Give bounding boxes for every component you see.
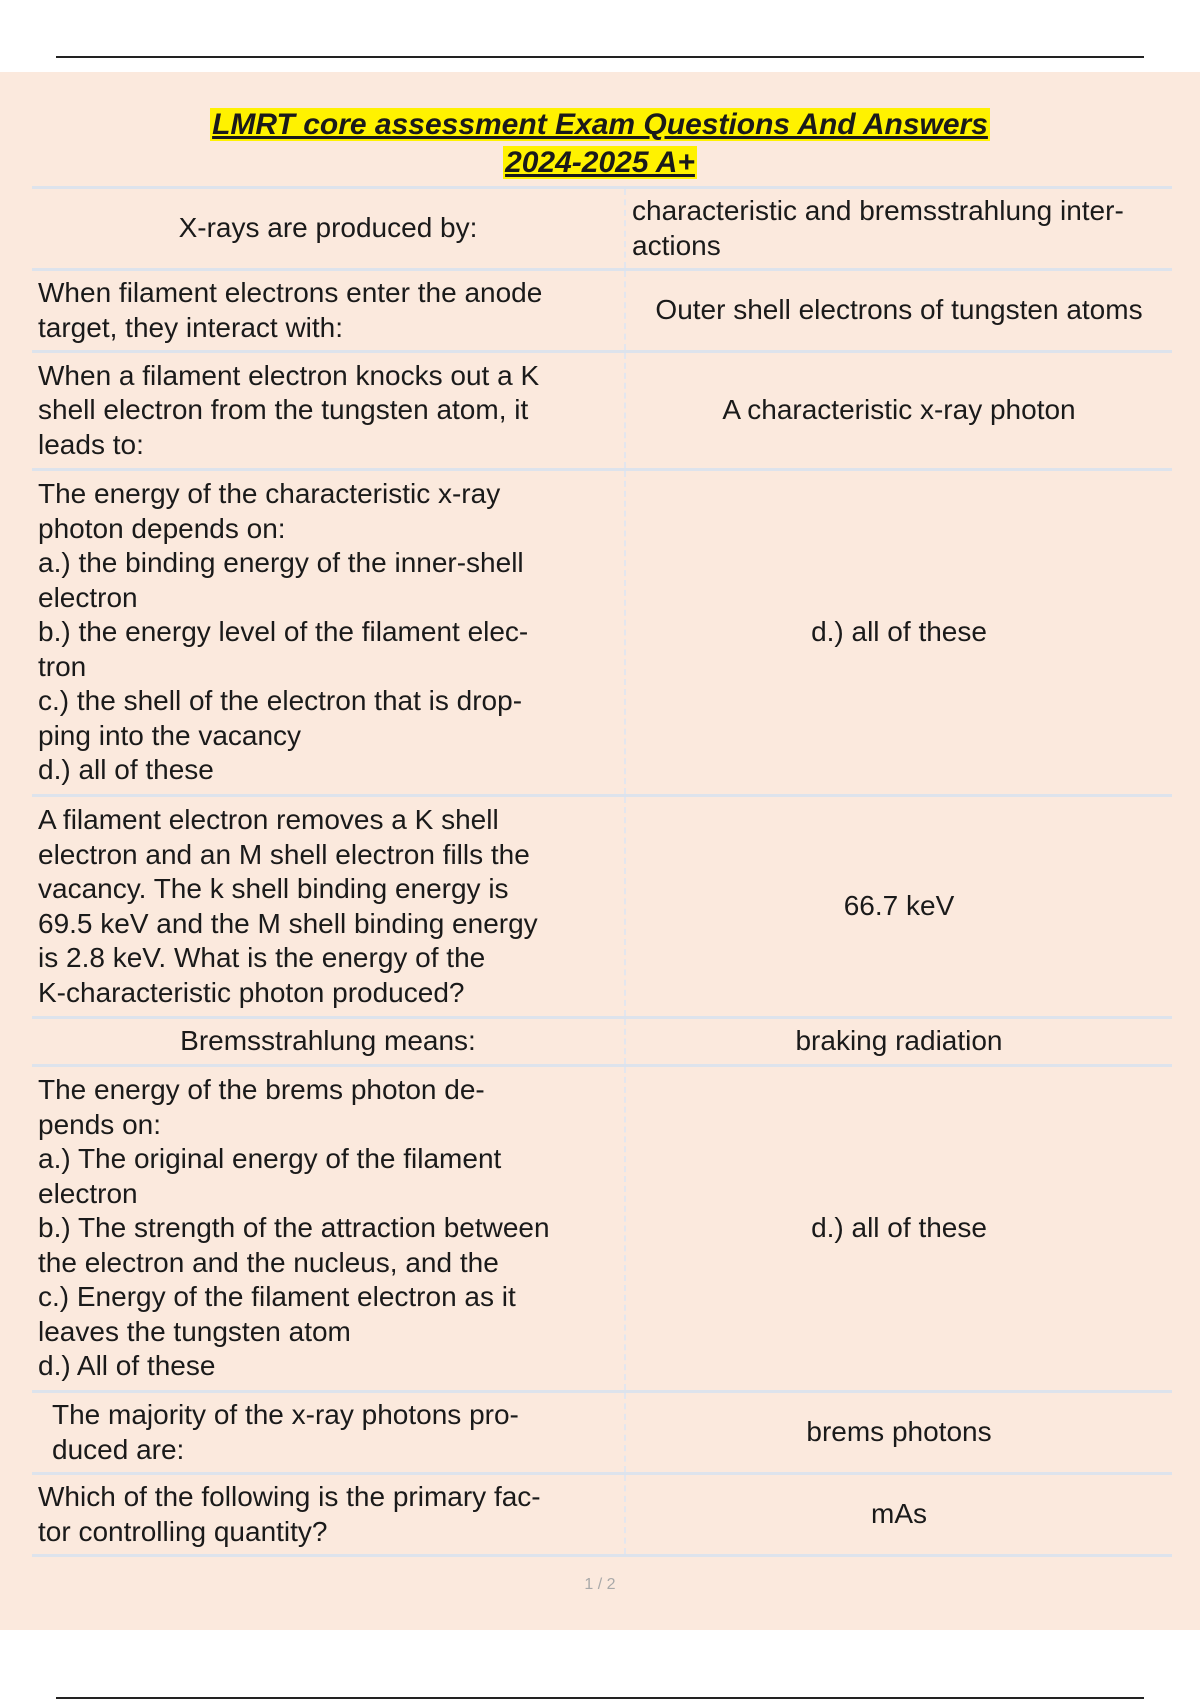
page-number: 1 / 2 [584, 1576, 616, 1593]
question-cell [32, 796, 625, 1018]
answer-text: 66.7 keV [843, 890, 955, 922]
question-text: The energy of the brems photon de- pends on: a.) The original energy of the filament electron b.) The strength of the attraction between the electron and the nucleus, and the c.) Energy of the filament electron as it leaves the tungsten atom d.) All of these [38, 1074, 550, 1382]
question-cell [32, 1018, 625, 1066]
table-row [32, 1474, 1172, 1556]
question-text: When filament electrons enter the anode target, they interact with: [38, 277, 543, 343]
qa-table [32, 186, 1172, 1557]
document-page [0, 72, 1200, 1630]
question-cell [32, 1474, 625, 1556]
answer-cell [625, 1066, 1172, 1392]
answer-text: characteristic and bremsstrahlung inter- actions [632, 195, 1124, 261]
question-text: When a filament electron knocks out a K shell electron from the tungsten atom, it leads to: [38, 359, 540, 460]
answer-cell [625, 796, 1172, 1018]
question-cell [32, 470, 625, 796]
answer-text: braking radiation [795, 1025, 1003, 1057]
answer-cell [625, 470, 1172, 796]
answer-cell [625, 1018, 1172, 1066]
top-divider [56, 56, 1144, 58]
table-row [32, 188, 1172, 270]
question-text: X-rays are produced by: [178, 212, 478, 244]
answer-cell [625, 188, 1172, 270]
question-text: The majority of the x-ray photons pro- duced are: [52, 1399, 519, 1465]
table-row [32, 470, 1172, 796]
answer-text: d.) all of these [811, 1212, 987, 1244]
title-line-2: 2024-2025 A+ [505, 146, 695, 179]
question-cell [32, 352, 625, 470]
answer-text: brems photons [806, 1416, 992, 1448]
answer-text: A characteristic x-ray photon [722, 394, 1076, 426]
answer-cell [625, 270, 1172, 352]
question-text: Bremsstrahlung means: [180, 1025, 476, 1057]
table-row [32, 1392, 1172, 1474]
answer-cell [625, 1392, 1172, 1474]
answer-text: mAs [871, 1498, 927, 1530]
table-row [32, 1018, 1172, 1066]
answer-cell [625, 352, 1172, 470]
question-cell [32, 1392, 625, 1474]
document-title [0, 106, 1200, 182]
table-row [32, 352, 1172, 470]
answer-text: Outer shell electrons of tungsten atoms [655, 294, 1143, 326]
table-row [32, 270, 1172, 352]
bottom-divider [56, 1697, 1144, 1699]
table-row [32, 1066, 1172, 1392]
table-row [32, 796, 1172, 1018]
question-cell [32, 270, 625, 352]
question-text: Which of the following is the primary fac- tor controlling quantity? [38, 1481, 541, 1547]
question-text: A filament electron removes a K shell electron and an M shell electron fills the vacancy. The k shell binding energy is 69.5 keV and the M shell binding energy is 2.8 keV. What is the energy of the K-characteristic photon produced? [38, 804, 538, 1008]
question-cell [32, 188, 625, 270]
answer-text: d.) all of these [811, 616, 987, 648]
question-cell [32, 1066, 625, 1392]
answer-cell [625, 1474, 1172, 1556]
title-line-1: LMRT core assessment Exam Questions And Answers [212, 108, 988, 141]
question-text: The energy of the characteristic x-ray photon depends on: a.) the binding energy of the inner-shell electron b.) the energy level of the filament elec- tron c.) the shell of the electron that is drop- ping into the vacancy d.) all of these [38, 478, 529, 786]
